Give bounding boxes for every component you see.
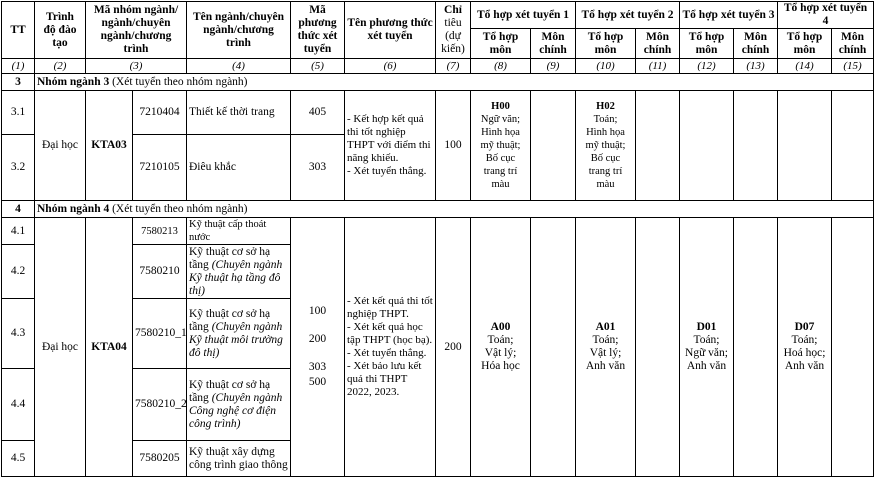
- row-combo-3: [680, 91, 734, 201]
- header-combo-4: Tổ hợp xét tuyển 4: [778, 2, 874, 29]
- col-number: (12): [680, 59, 734, 74]
- row-level: Đại học: [35, 91, 86, 201]
- row-group-code: KTA04: [86, 218, 133, 477]
- header-combo-2-subjects: Tổ hợp môn: [576, 29, 636, 59]
- header-combo-1-main: Môn chính: [531, 29, 576, 59]
- row-program-name: Kỹ thuật cơ sở hạ tầng (Chuyên ngành Công nghệ cơ điện công trình): [187, 369, 291, 441]
- header-method-code: Mã phương thức xét tuyển: [291, 2, 345, 59]
- header-combo-3: Tổ hợp xét tuyển 3: [680, 2, 778, 29]
- row-combo-2-main: [636, 218, 680, 477]
- section-tt: 4: [2, 201, 35, 218]
- row-combo-2: H02 Toán; Hình họa mỹ thuật; Bố cục trang trí màu: [576, 91, 636, 201]
- header-combo-3-subjects: Tổ hợp môn: [680, 29, 734, 59]
- row-tt: 3.1: [2, 91, 35, 135]
- row-combo-4-main: [832, 218, 874, 477]
- row-program-name: Kỹ thuật cơ sở hạ tầng (Chuyên ngành Kỹ thuật hạ tầng đô thị): [187, 245, 291, 299]
- col-number: (11): [636, 59, 680, 74]
- row-combo-3-main: [734, 91, 778, 201]
- header-group-code: Mã nhóm ngành/ ngành/chuyên ngành/chương trình: [86, 2, 187, 59]
- section-row-group-3: [2, 74, 874, 91]
- row-program-code: 7210404: [133, 91, 187, 135]
- header-tt: TT: [2, 2, 35, 59]
- row-tt: 4.4: [2, 369, 35, 441]
- col-number: (6): [345, 59, 436, 74]
- col-number: (2): [35, 59, 86, 74]
- row-methods: - Xét kết quả thi tốt nghiệp THPT. - Xét kết quả học tập THPT (học bạ). - Xét tuyển thẳng. - Xét bảo lưu kết quả thi THPT 2022, 2023.: [345, 218, 436, 477]
- header-combo-4-subjects: Tổ hợp môn: [778, 29, 832, 59]
- header-combo-2: Tổ hợp xét tuyển 2: [576, 2, 680, 29]
- row-combo-3: D01 Toán; Ngữ văn; Anh văn: [680, 218, 734, 477]
- col-number: (4): [187, 59, 291, 74]
- row-program-code: 7580205: [133, 441, 187, 477]
- row-program-code: 7210105: [133, 135, 187, 201]
- row-combo-4-main: [832, 91, 874, 201]
- row-program-name: Kỹ thuật cơ sở hạ tầng (Chuyên ngành Kỹ thuật môi trường đô thị): [187, 299, 291, 369]
- header-combo-4-main: Môn chính: [832, 29, 874, 59]
- row-program-code: 7580210: [133, 245, 187, 299]
- row-program-code: 7580210_1: [133, 299, 187, 369]
- row-program-name: Điêu khắc: [187, 135, 291, 201]
- row-method-code: 303: [291, 135, 345, 201]
- column-number-row: [2, 59, 874, 74]
- col-number: (8): [471, 59, 531, 74]
- row-program-code: 7580213: [133, 218, 187, 245]
- header-combo-3-main: Môn chính: [734, 29, 778, 59]
- row-program-name: Kỹ thuật cấp thoát nước: [187, 218, 291, 245]
- table-row: [2, 91, 874, 135]
- admissions-table: [1, 1, 874, 477]
- header-program-name: Tên ngành/chuyên ngành/chương trình: [187, 2, 291, 59]
- row-tt: 4.5: [2, 441, 35, 477]
- col-number: (9): [531, 59, 576, 74]
- row-tt: 4.1: [2, 218, 35, 245]
- section-title: Nhóm ngành 4 (Xét tuyển theo nhóm ngành): [35, 201, 874, 218]
- row-tt: 4.3: [2, 299, 35, 369]
- row-combo-4: D07 Toán; Hoá học; Anh văn: [778, 218, 832, 477]
- header-quota: Chỉ tiêu (dự kiến): [436, 2, 471, 59]
- row-combo-1-main: [531, 218, 576, 477]
- col-number: (15): [832, 59, 874, 74]
- header-method-name: Tên phương thức xét tuyển: [345, 2, 436, 59]
- row-quota: 200: [436, 218, 471, 477]
- section-row-group-4: [2, 201, 874, 218]
- col-number: (5): [291, 59, 345, 74]
- row-combo-1-main: [531, 91, 576, 201]
- section-title: Nhóm ngành 3 (Xét tuyển theo nhóm ngành): [35, 74, 874, 91]
- row-level: Đại học: [35, 218, 86, 477]
- section-tt: 3: [2, 74, 35, 91]
- row-program-name: Kỹ thuật xây dựng công trình giao thông: [187, 441, 291, 477]
- header-combo-1: Tổ hợp xét tuyển 1: [471, 2, 576, 29]
- header-level: Trình độ đào tạo: [35, 2, 86, 59]
- row-combo-3-main: [734, 218, 778, 477]
- row-tt: 3.2: [2, 135, 35, 201]
- col-number: (13): [734, 59, 778, 74]
- row-combo-2-main: [636, 91, 680, 201]
- row-methods: - Kết hợp kết quả thi tốt nghiệp THPT với điểm thi năng khiếu. - Xét tuyển thẳng.: [345, 91, 436, 201]
- row-combo-2: A01 Toán; Vật lý; Anh văn: [576, 218, 636, 477]
- row-combo-1: H00 Ngữ văn; Hình họa mỹ thuật; Bố cục trang trí màu: [471, 91, 531, 201]
- table-row: [2, 218, 874, 245]
- row-combo-4: [778, 91, 832, 201]
- col-number: (1): [2, 59, 35, 74]
- header-combo-1-subjects: Tổ hợp môn: [471, 29, 531, 59]
- col-number: (7): [436, 59, 471, 74]
- row-program-name: Thiết kế thời trang: [187, 91, 291, 135]
- row-quota: 100: [436, 91, 471, 201]
- row-tt: 4.2: [2, 245, 35, 299]
- row-method-code: 405: [291, 91, 345, 135]
- row-program-code: 7580210_2: [133, 369, 187, 441]
- row-combo-1: A00 Toán; Vật lý; Hóa học: [471, 218, 531, 477]
- col-number: (10): [576, 59, 636, 74]
- col-number: (3): [86, 59, 187, 74]
- row-method-codes: 100 200 303 500: [291, 218, 345, 477]
- col-number: (14): [778, 59, 832, 74]
- row-group-code: KTA03: [86, 91, 133, 201]
- header-combo-2-main: Môn chính: [636, 29, 680, 59]
